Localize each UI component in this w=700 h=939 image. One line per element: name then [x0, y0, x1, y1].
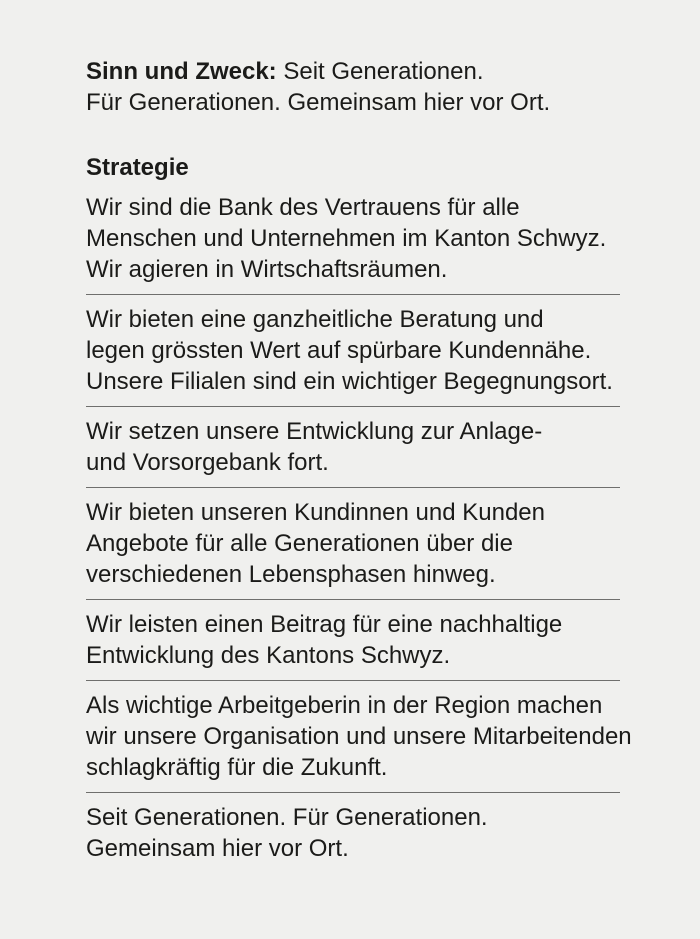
text-line: Unsere Filialen sind ein wichtiger Begegnungsort. — [86, 368, 613, 395]
text-line: Wir bieten unseren Kundinnen und Kunden — [86, 499, 545, 526]
strategy-paragraph-6 — [86, 690, 632, 783]
text-line: Entwicklung des Kantons Schwyz. — [86, 642, 451, 669]
text-line: legen grössten Wert auf spürbare Kundennähe. — [86, 337, 592, 364]
strategy-paragraph-3 — [86, 416, 620, 478]
text-line: verschiedenen Lebensphasen hinweg. — [86, 561, 496, 588]
divider — [86, 680, 620, 681]
strategy-paragraph-4 — [86, 497, 620, 590]
divider — [86, 406, 620, 407]
text-line: schlagkräftig für die Zukunft. — [86, 754, 388, 781]
text-line: Menschen und Unternehmen im Kanton Schwyz. — [86, 225, 607, 252]
text-line: Wir sind die Bank des Vertrauens für alle — [86, 194, 520, 221]
divider — [86, 792, 620, 793]
text-line: Wir setzen unsere Entwicklung zur Anlage- — [86, 418, 543, 445]
strategy-paragraph-1 — [86, 192, 620, 285]
text-line: Seit Generationen. Für Generationen. — [86, 804, 488, 831]
divider — [86, 294, 620, 295]
purpose-label: Sinn und Zweck: — [86, 58, 277, 85]
text-line: Als wichtige Arbeitgeberin in der Region machen — [86, 692, 603, 719]
purpose-line-1 — [86, 56, 620, 87]
purpose-statement — [86, 56, 620, 118]
text-line: Gemeinsam hier vor Ort. — [86, 835, 349, 862]
divider — [86, 487, 620, 488]
strategy-paragraph-2 — [86, 304, 620, 397]
strategy-paragraph-5 — [86, 609, 620, 671]
strategy-heading: Strategie — [86, 154, 189, 181]
text-line: Wir agieren in Wirtschaftsräumen. — [86, 256, 448, 283]
purpose-line-1-rest: Seit Generationen. — [276, 58, 484, 85]
text-line: Wir bieten eine ganzheitliche Beratung und — [86, 306, 544, 333]
text-line: Angebote für alle Generationen über die — [86, 530, 513, 557]
text-line: und Vorsorgebank fort. — [86, 449, 329, 476]
strategy-paragraph-7 — [86, 802, 620, 864]
divider — [86, 599, 620, 600]
text-line: wir unsere Organisation und unsere Mitarbeitenden — [86, 723, 632, 750]
purpose-line-2: Für Generationen. Gemeinsam hier vor Ort. — [86, 89, 551, 116]
text-line: Wir leisten einen Beitrag für eine nachhaltige — [86, 611, 563, 638]
